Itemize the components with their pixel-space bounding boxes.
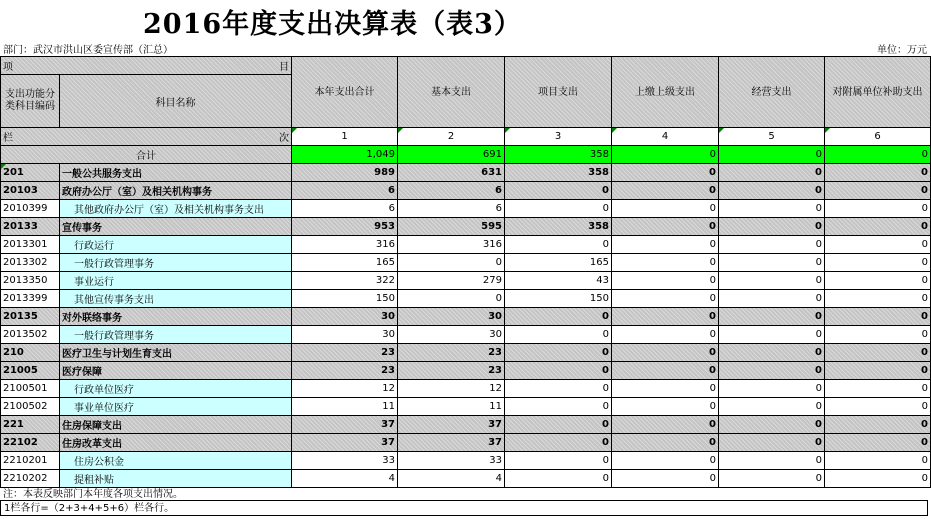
table-row: [1, 434, 931, 452]
row-value-6: 0: [825, 272, 931, 290]
row-name: 宣传事务: [60, 218, 292, 236]
unit-label: 单位：万元: [877, 45, 927, 56]
row-value-1: 37: [292, 416, 398, 434]
row-code: 2210201: [1, 452, 60, 470]
row-value-6: 0: [825, 434, 931, 452]
row-code: 2013350: [1, 272, 60, 290]
total-value-6: 0: [825, 146, 931, 164]
row-code: 201: [1, 164, 60, 182]
row-value-3: 43: [505, 272, 612, 290]
row-value-6: 0: [825, 326, 931, 344]
row-name: 事业运行: [60, 272, 292, 290]
row-code: 2100501: [1, 380, 60, 398]
row-value-4: 0: [612, 254, 719, 272]
row-value-1: 150: [292, 290, 398, 308]
row-value-4: 0: [612, 470, 719, 488]
row-value-4: 0: [612, 326, 719, 344]
col-number-3: 3: [505, 128, 612, 146]
row-value-6: 0: [825, 164, 931, 182]
row-value-5: 0: [719, 434, 825, 452]
row-value-4: 0: [612, 416, 719, 434]
row-value-4: 0: [612, 308, 719, 326]
row-value-4: 0: [612, 272, 719, 290]
row-code: 2010399: [1, 200, 60, 218]
row-name: 一般公共服务支出: [60, 164, 292, 182]
row-name: 医疗卫生与计划生育支出: [60, 344, 292, 362]
col-header-6: 对附属单位补助支出: [825, 57, 931, 128]
row-value-6: 0: [825, 362, 931, 380]
row-value-4: 0: [612, 218, 719, 236]
row-value-5: 0: [719, 398, 825, 416]
header-xiang: 项: [3, 62, 13, 73]
row-code: 20135: [1, 308, 60, 326]
formula-row: 1栏各行=（2+3+4+5+6）栏各行。: [0, 500, 928, 516]
row-value-5: 0: [719, 236, 825, 254]
row-name: 医疗保障: [60, 362, 292, 380]
row-value-4: 0: [612, 398, 719, 416]
table-row: [1, 218, 931, 236]
row-name: 其他宣传事务支出: [60, 290, 292, 308]
table-row: [1, 416, 931, 434]
row-code: 2100502: [1, 398, 60, 416]
row-value-6: 0: [825, 470, 931, 488]
col-header-1: 本年支出合计: [292, 57, 398, 128]
row-value-4: 0: [612, 362, 719, 380]
row-name: 政府办公厅（室）及相关机构事务: [60, 182, 292, 200]
row-value-2: 12: [398, 380, 505, 398]
total-value-1: 1,049: [292, 146, 398, 164]
col-header-3: 项目支出: [505, 57, 612, 128]
row-value-1: 23: [292, 362, 398, 380]
row-name: 对外联络事务: [60, 308, 292, 326]
row-value-3: 0: [505, 416, 612, 434]
col-header-5: 经营支出: [719, 57, 825, 128]
row-value-3: 150: [505, 290, 612, 308]
table-row: [1, 452, 931, 470]
row-value-5: 0: [719, 290, 825, 308]
row-code: 221: [1, 416, 60, 434]
row-value-1: 6: [292, 182, 398, 200]
report-title: 2016年度支出决算表（表3）: [143, 9, 522, 40]
table-row: [1, 308, 931, 326]
row-value-2: 23: [398, 344, 505, 362]
table-row: [1, 344, 931, 362]
header-xiang-mu: [1, 57, 292, 75]
row-value-3: 358: [505, 218, 612, 236]
row-value-4: 0: [612, 452, 719, 470]
row-name: 行政运行: [60, 236, 292, 254]
row-value-4: 0: [612, 200, 719, 218]
row-name: 一般行政管理事务: [60, 326, 292, 344]
row-name: 住房公积金: [60, 452, 292, 470]
col-number-1: 1: [292, 128, 398, 146]
row-value-1: 11: [292, 398, 398, 416]
row-value-6: 0: [825, 200, 931, 218]
row-name: 提租补贴: [60, 470, 292, 488]
row-value-1: 33: [292, 452, 398, 470]
code-header: 支出功能分类科目编码: [1, 75, 60, 128]
row-value-5: 0: [719, 380, 825, 398]
row-value-5: 0: [719, 308, 825, 326]
row-value-3: 0: [505, 236, 612, 254]
row-value-5: 0: [719, 200, 825, 218]
row-value-4: 0: [612, 380, 719, 398]
header-mu: 目: [279, 62, 289, 73]
table-row: [1, 290, 931, 308]
table-row: [1, 398, 931, 416]
column-number-row: [1, 128, 931, 146]
row-value-5: 0: [719, 416, 825, 434]
table-row: [1, 200, 931, 218]
col-header-2: 基本支出: [398, 57, 505, 128]
expenditure-table: [0, 56, 931, 488]
row-value-3: 0: [505, 308, 612, 326]
table-row: [1, 182, 931, 200]
row-value-3: 358: [505, 164, 612, 182]
row-value-2: 6: [398, 182, 505, 200]
row-value-2: 595: [398, 218, 505, 236]
col-number-5: 5: [719, 128, 825, 146]
row-value-1: 316: [292, 236, 398, 254]
row-value-3: 0: [505, 470, 612, 488]
row-code: 2013302: [1, 254, 60, 272]
row-value-1: 4: [292, 470, 398, 488]
row-code: 21005: [1, 362, 60, 380]
row-name: 一般行政管理事务: [60, 254, 292, 272]
row-code: 20133: [1, 218, 60, 236]
name-header: 科目名称: [60, 75, 292, 128]
header-row-1: [1, 57, 931, 75]
row-value-6: 0: [825, 380, 931, 398]
col-number-2: 2: [398, 128, 505, 146]
row-name: 其他政府办公厅（室）及相关机构事务支出: [60, 200, 292, 218]
row-code: 210: [1, 344, 60, 362]
total-row: [1, 146, 931, 164]
col-number-6: 6: [825, 128, 931, 146]
row-value-1: 322: [292, 272, 398, 290]
row-value-2: 23: [398, 362, 505, 380]
header-ci: 次: [279, 133, 289, 144]
row-code: 2210202: [1, 470, 60, 488]
row-value-5: 0: [719, 272, 825, 290]
row-value-5: 0: [719, 470, 825, 488]
row-value-4: 0: [612, 344, 719, 362]
row-value-4: 0: [612, 236, 719, 254]
lan-ci-cell: [1, 128, 292, 146]
table-row: [1, 362, 931, 380]
row-value-6: 0: [825, 308, 931, 326]
row-value-4: 0: [612, 434, 719, 452]
row-value-2: 30: [398, 326, 505, 344]
row-value-2: 37: [398, 416, 505, 434]
header-lan: 栏: [3, 133, 13, 144]
row-value-3: 0: [505, 326, 612, 344]
table-note: 注：本表反映部门本年度各项支出情况。: [3, 489, 183, 500]
row-value-2: 37: [398, 434, 505, 452]
row-value-3: 0: [505, 182, 612, 200]
row-value-2: 279: [398, 272, 505, 290]
row-value-3: 0: [505, 344, 612, 362]
row-value-1: 6: [292, 200, 398, 218]
row-value-2: 4: [398, 470, 505, 488]
row-value-2: 6: [398, 200, 505, 218]
row-value-1: 23: [292, 344, 398, 362]
table-row: [1, 164, 931, 182]
row-value-3: 0: [505, 398, 612, 416]
row-value-3: 0: [505, 434, 612, 452]
total-value-4: 0: [612, 146, 719, 164]
row-value-1: 953: [292, 218, 398, 236]
col-number-4: 4: [612, 128, 719, 146]
table-row: [1, 254, 931, 272]
row-value-1: 989: [292, 164, 398, 182]
row-value-2: 33: [398, 452, 505, 470]
row-value-6: 0: [825, 416, 931, 434]
row-value-6: 0: [825, 236, 931, 254]
table-row: [1, 326, 931, 344]
total-value-5: 0: [719, 146, 825, 164]
row-value-1: 30: [292, 308, 398, 326]
row-value-5: 0: [719, 218, 825, 236]
row-value-1: 12: [292, 380, 398, 398]
row-value-2: 11: [398, 398, 505, 416]
row-name: 事业单位医疗: [60, 398, 292, 416]
row-value-3: 0: [505, 452, 612, 470]
row-value-6: 0: [825, 254, 931, 272]
row-value-3: 165: [505, 254, 612, 272]
row-value-5: 0: [719, 362, 825, 380]
row-value-4: 0: [612, 164, 719, 182]
row-value-1: 30: [292, 326, 398, 344]
row-value-3: 0: [505, 200, 612, 218]
row-value-3: 0: [505, 362, 612, 380]
row-value-6: 0: [825, 398, 931, 416]
department-label: 部门：武汉市洪山区委宣传部（汇总）: [3, 45, 173, 56]
row-value-3: 0: [505, 380, 612, 398]
row-name: 住房改革支出: [60, 434, 292, 452]
row-value-6: 0: [825, 452, 931, 470]
row-value-2: 0: [398, 290, 505, 308]
col-header-4: 上缴上级支出: [612, 57, 719, 128]
row-value-6: 0: [825, 290, 931, 308]
row-value-5: 0: [719, 164, 825, 182]
row-value-1: 165: [292, 254, 398, 272]
row-value-2: 316: [398, 236, 505, 254]
row-value-1: 37: [292, 434, 398, 452]
total-value-2: 691: [398, 146, 505, 164]
row-value-6: 0: [825, 182, 931, 200]
row-value-6: 0: [825, 218, 931, 236]
row-value-5: 0: [719, 182, 825, 200]
row-name: 住房保障支出: [60, 416, 292, 434]
table-row: [1, 272, 931, 290]
row-value-2: 631: [398, 164, 505, 182]
table-row: [1, 380, 931, 398]
row-value-5: 0: [719, 326, 825, 344]
table-row: [1, 236, 931, 254]
row-code: 22102: [1, 434, 60, 452]
row-code: 2013399: [1, 290, 60, 308]
row-value-4: 0: [612, 182, 719, 200]
row-value-4: 0: [612, 290, 719, 308]
total-value-3: 358: [505, 146, 612, 164]
row-value-2: 0: [398, 254, 505, 272]
row-code: 2013502: [1, 326, 60, 344]
row-code: 2013301: [1, 236, 60, 254]
row-value-5: 0: [719, 452, 825, 470]
row-value-5: 0: [719, 344, 825, 362]
row-name: 行政单位医疗: [60, 380, 292, 398]
row-value-5: 0: [719, 254, 825, 272]
total-label: 合计: [1, 146, 292, 164]
row-value-2: 30: [398, 308, 505, 326]
row-code: 20103: [1, 182, 60, 200]
row-value-6: 0: [825, 344, 931, 362]
